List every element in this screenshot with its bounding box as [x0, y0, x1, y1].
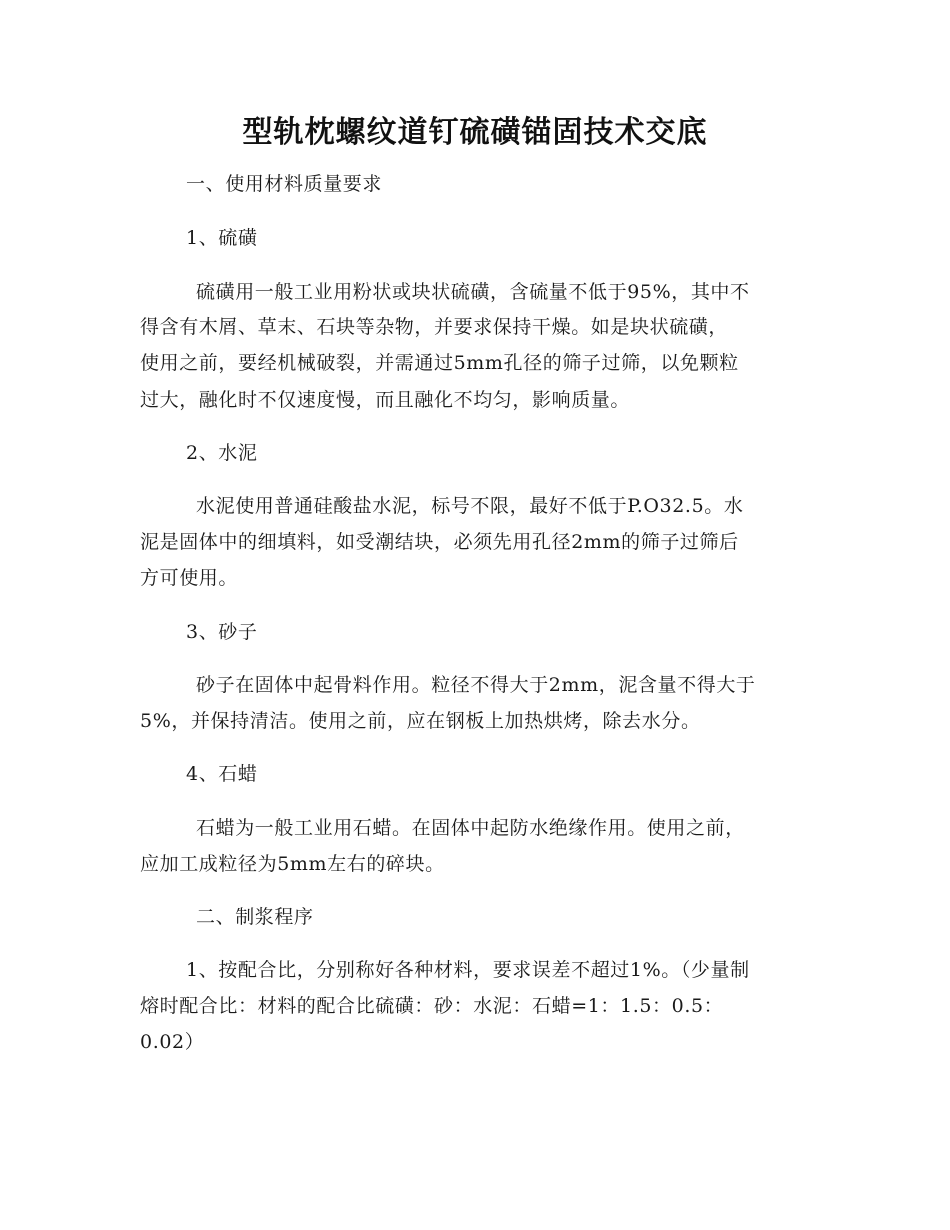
paragraph-line: 1、按配合比，分别称好各种材料，要求误差不超过1%。（少量制: [186, 959, 750, 981]
subheading-cement: 2、水泥: [186, 442, 258, 464]
paragraph-line: 得含有木屑、草末、石块等杂物，并要求保持干燥。如是块状硫磺，: [140, 316, 729, 338]
paragraph-line: 方可使用。: [140, 567, 239, 589]
paragraph-line: 石蜡为一般工业用石蜡。在固体中起防水绝缘作用。使用之前，: [196, 817, 745, 839]
document-title: 型轨枕螺纹道钉硫磺锚固技术交底: [242, 115, 708, 150]
paragraph-line: 砂子在固体中起骨料作用。粒径不得大于2mm，泥含量不得大于: [196, 674, 756, 696]
subheading-paraffin: 4、石蜡: [186, 763, 258, 785]
subheading-sulfur: 1、硫磺: [186, 227, 258, 249]
paragraph-line: 0.02）: [140, 1031, 205, 1053]
paragraph-line: 5%，并保持清洁。使用之前，应在钢板上加热烘烤，除去水分。: [140, 710, 701, 732]
paragraph-line: 使用之前，要经机械破裂，并需通过5mm孔径的筛子过筛，以免颗粒: [140, 352, 739, 374]
paragraph-line: 过大，融化时不仅速度慢，而且融化不均匀，影响质量。: [140, 389, 631, 411]
paragraph-line: 硫磺用一般工业用粉状或块状硫磺，含硫量不低于95%，其中不: [196, 281, 750, 303]
section-heading-materials: 一、使用材料质量要求: [186, 173, 383, 195]
paragraph-line: 应加工成粒径为5mm左右的碎块。: [140, 853, 445, 875]
paragraph-line: 熔时配合比：材料的配合比硫磺：砂：水泥：石蜡=1：1.5：0.5：: [140, 995, 724, 1017]
section-heading-slurry: 二、制浆程序: [196, 906, 314, 928]
paragraph-line: 泥是固体中的细填料，如受潮结块，必须先用孔径2mm的筛子过筛后: [140, 531, 739, 553]
paragraph-line: 水泥使用普通硅酸盐水泥，标号不限，最好不低于P.O32.5。水: [196, 495, 744, 517]
subheading-sand: 3、砂子: [186, 621, 258, 643]
